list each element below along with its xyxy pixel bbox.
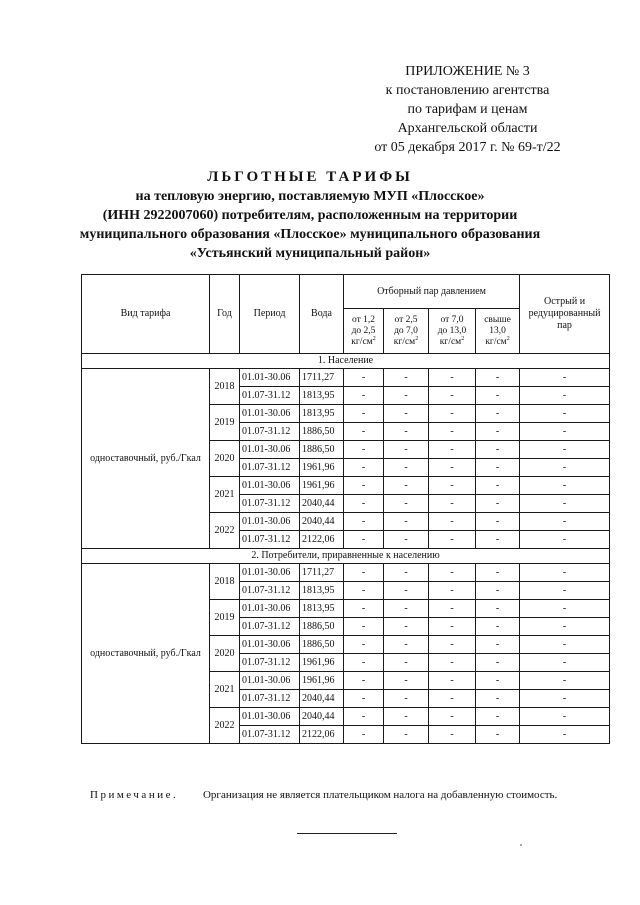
note-text: Организация не является плательщиком налога на добавленную стоимость. (202, 789, 558, 801)
year-cell: 2018 (210, 564, 240, 600)
section-row (82, 549, 610, 564)
dash-cell: - (520, 405, 610, 423)
dash-cell: - (344, 654, 384, 672)
dash-cell: - (344, 477, 384, 495)
dash-cell: - (476, 618, 520, 636)
dash-cell: - (520, 600, 610, 618)
period-cell: 01.01-30.06 (240, 672, 300, 690)
period-cell: 01.07-31.12 (240, 387, 300, 405)
appendix-line: к постановлению агентства (385, 83, 550, 98)
dash-cell: - (476, 564, 520, 582)
dash-cell: - (520, 531, 610, 549)
dash-cell: - (476, 582, 520, 600)
dash-cell: - (344, 618, 384, 636)
dash-cell: - (384, 531, 429, 549)
dash-cell: - (384, 636, 429, 654)
dash-cell: - (384, 477, 429, 495)
dash-cell: - (384, 441, 429, 459)
appendix-line: по тарифам и ценам (407, 102, 528, 117)
period-cell: 01.07-31.12 (240, 459, 300, 477)
period-cell: 01.01-30.06 (240, 600, 300, 618)
period-cell: 01.01-30.06 (240, 477, 300, 495)
period-cell: 01.07-31.12 (240, 618, 300, 636)
year-cell: 2022 (210, 708, 240, 744)
header-steam-2: от 2,5 до 7,0 $кг/см^2$ (384, 309, 429, 354)
dash-cell: - (384, 690, 429, 708)
dash-cell: - (476, 387, 520, 405)
dash-cell: - (476, 423, 520, 441)
dash-cell: - (476, 726, 520, 744)
section-title: 1. Население (82, 354, 610, 369)
dash-cell: - (429, 477, 476, 495)
dash-cell: - (476, 405, 520, 423)
dash-cell: - (520, 477, 610, 495)
tariff-kind-cell: одноставочный, руб./Гкал (82, 369, 210, 549)
appendix-block (355, 62, 580, 157)
dash-cell: - (476, 441, 520, 459)
period-cell: 01.07-31.12 (240, 495, 300, 513)
dash-cell: - (384, 405, 429, 423)
dash-cell: - (429, 672, 476, 690)
water-value-cell: 1886,50 (300, 423, 344, 441)
dash-cell: - (384, 708, 429, 726)
dash-cell: - (344, 513, 384, 531)
water-value-cell: 1711,27 (300, 564, 344, 582)
dash-cell: - (476, 459, 520, 477)
water-value-cell: 1886,50 (300, 636, 344, 654)
water-value-cell: 1813,95 (300, 387, 344, 405)
dash-cell: - (429, 423, 476, 441)
year-cell: 2020 (210, 636, 240, 672)
header-sharp-steam: Острый и редуцированный пар (520, 275, 610, 354)
dash-cell: - (344, 459, 384, 477)
dash-cell: - (476, 672, 520, 690)
dash-cell: - (429, 441, 476, 459)
period-cell: 01.01-30.06 (240, 708, 300, 726)
dash-cell: - (429, 531, 476, 549)
dash-cell: - (429, 369, 476, 387)
dash-cell: - (520, 423, 610, 441)
dash-cell: - (476, 654, 520, 672)
dash-cell: - (429, 564, 476, 582)
dash-cell: - (384, 513, 429, 531)
period-cell: 01.07-31.12 (240, 726, 300, 744)
dash-cell: - (520, 708, 610, 726)
period-cell: 01.01-30.06 (240, 369, 300, 387)
table-row (82, 564, 610, 582)
dash-cell: - (344, 441, 384, 459)
note-label: Примечание. (90, 789, 179, 801)
year-cell: 2020 (210, 441, 240, 477)
dash-cell: - (344, 582, 384, 600)
dash-cell: - (429, 513, 476, 531)
dash-cell: - (344, 423, 384, 441)
header-water: Вода (300, 275, 344, 354)
water-value-cell: 1961,96 (300, 477, 344, 495)
dash-cell: - (520, 459, 610, 477)
dash-cell: - (384, 618, 429, 636)
heading-title: ЛЬГОТНЫЕ ТАРИФЫ (207, 169, 413, 185)
dash-cell: - (476, 495, 520, 513)
water-value-cell: 2122,06 (300, 531, 344, 549)
dash-cell: - (344, 405, 384, 423)
dash-cell: - (520, 690, 610, 708)
dash-cell: - (429, 654, 476, 672)
year-cell: 2019 (210, 405, 240, 441)
dash-cell: - (429, 405, 476, 423)
dash-cell: - (344, 708, 384, 726)
dash-cell: - (429, 387, 476, 405)
appendix-line: ПРИЛОЖЕНИЕ № 3 (405, 64, 530, 79)
dash-cell: - (429, 708, 476, 726)
appendix-line: Архангельской области (397, 121, 538, 136)
dash-cell: - (520, 564, 610, 582)
dash-cell: - (520, 726, 610, 744)
dash-cell: - (344, 495, 384, 513)
dash-cell: - (384, 726, 429, 744)
period-cell: 01.01-30.06 (240, 513, 300, 531)
dash-cell: - (384, 369, 429, 387)
water-value-cell: 1711,27 (300, 369, 344, 387)
period-cell: 01.01-30.06 (240, 441, 300, 459)
year-cell: 2019 (210, 600, 240, 636)
water-value-cell: 1961,96 (300, 672, 344, 690)
dash-cell: - (520, 582, 610, 600)
dash-cell: - (384, 582, 429, 600)
dash-cell: - (384, 423, 429, 441)
period-cell: 01.01-30.06 (240, 636, 300, 654)
water-value-cell: 2122,06 (300, 726, 344, 744)
dash-cell: - (476, 636, 520, 654)
period-cell: 01.01-30.06 (240, 405, 300, 423)
period-cell: 01.07-31.12 (240, 582, 300, 600)
year-cell: 2022 (210, 513, 240, 549)
dash-cell: - (384, 387, 429, 405)
dash-cell: - (344, 531, 384, 549)
water-value-cell: 2040,44 (300, 495, 344, 513)
year-cell: 2021 (210, 672, 240, 708)
dash-cell: - (520, 636, 610, 654)
dash-cell: - (384, 459, 429, 477)
year-cell: 2021 (210, 477, 240, 513)
period-cell: 01.07-31.12 (240, 531, 300, 549)
scan-dot (520, 844, 522, 846)
dash-cell: - (520, 672, 610, 690)
dash-cell: - (344, 672, 384, 690)
dash-cell: - (520, 618, 610, 636)
heading-line: на тепловую энергию, поставляемую МУП «Плосское» (135, 189, 485, 204)
appendix-line: от 05 декабря 2017 г. № 69-т/22 (374, 140, 561, 155)
dash-cell: - (429, 495, 476, 513)
dash-cell: - (344, 600, 384, 618)
header-steam-group: Отборный пар давлением (344, 275, 520, 309)
note (90, 789, 610, 801)
dash-cell: - (476, 708, 520, 726)
section-row (82, 354, 610, 369)
dash-cell: - (520, 495, 610, 513)
water-value-cell: 2040,44 (300, 708, 344, 726)
header-steam-4: свыше 13,0 $кг/см^2$ (476, 309, 520, 354)
section-title: 2. Потребители, приравненные к населению (82, 549, 610, 564)
separator-line (297, 833, 397, 834)
water-value-cell: 1813,95 (300, 582, 344, 600)
dash-cell: - (520, 369, 610, 387)
water-value-cell: 2040,44 (300, 690, 344, 708)
period-cell: 01.07-31.12 (240, 423, 300, 441)
dash-cell: - (476, 600, 520, 618)
dash-cell: - (384, 564, 429, 582)
year-cell: 2018 (210, 369, 240, 405)
heading-line: (ИНН 2922007060) потребителям, расположенным на территории (102, 208, 518, 223)
water-value-cell: 1886,50 (300, 618, 344, 636)
dash-cell: - (520, 513, 610, 531)
dash-cell: - (384, 672, 429, 690)
dash-cell: - (384, 495, 429, 513)
dash-cell: - (344, 690, 384, 708)
dash-cell: - (429, 582, 476, 600)
tariff-table-body (82, 354, 610, 744)
dash-cell: - (476, 369, 520, 387)
dash-cell: - (429, 636, 476, 654)
header-year: Год (210, 275, 240, 354)
dash-cell: - (520, 441, 610, 459)
water-value-cell: 1961,96 (300, 459, 344, 477)
water-value-cell: 1961,96 (300, 654, 344, 672)
dash-cell: - (476, 477, 520, 495)
water-value-cell: 2040,44 (300, 513, 344, 531)
header-steam-3: от 7,0 до 13,0 $кг/см^2$ (429, 309, 476, 354)
dash-cell: - (520, 387, 610, 405)
dash-cell: - (344, 636, 384, 654)
heading-line: муниципального образования «Плосское» муниципального образования (79, 227, 541, 242)
period-cell: 01.07-31.12 (240, 654, 300, 672)
water-value-cell: 1813,95 (300, 405, 344, 423)
dash-cell: - (520, 654, 610, 672)
tariff-kind-cell: одноставочный, руб./Гкал (82, 564, 210, 744)
tariff-table (81, 274, 610, 744)
dash-cell: - (429, 690, 476, 708)
water-value-cell: 1813,95 (300, 600, 344, 618)
heading-line: «Устьянский муниципальный район» (189, 246, 431, 261)
period-cell: 01.07-31.12 (240, 690, 300, 708)
dash-cell: - (476, 531, 520, 549)
water-value-cell: 1886,50 (300, 441, 344, 459)
dash-cell: - (429, 600, 476, 618)
dash-cell: - (384, 600, 429, 618)
dash-cell: - (384, 654, 429, 672)
dash-cell: - (344, 369, 384, 387)
dash-cell: - (344, 564, 384, 582)
dash-cell: - (476, 513, 520, 531)
dash-cell: - (429, 618, 476, 636)
dash-cell: - (344, 387, 384, 405)
header-period: Период (240, 275, 300, 354)
header-kind: Вид тарифа (82, 275, 210, 354)
document-heading (60, 168, 560, 263)
period-cell: 01.01-30.06 (240, 564, 300, 582)
dash-cell: - (429, 459, 476, 477)
dash-cell: - (344, 726, 384, 744)
table-row (82, 369, 610, 387)
dash-cell: - (429, 726, 476, 744)
dash-cell: - (476, 690, 520, 708)
header-steam-1: от 1,2 до 2,5 $кг/см^2$ (344, 309, 384, 354)
